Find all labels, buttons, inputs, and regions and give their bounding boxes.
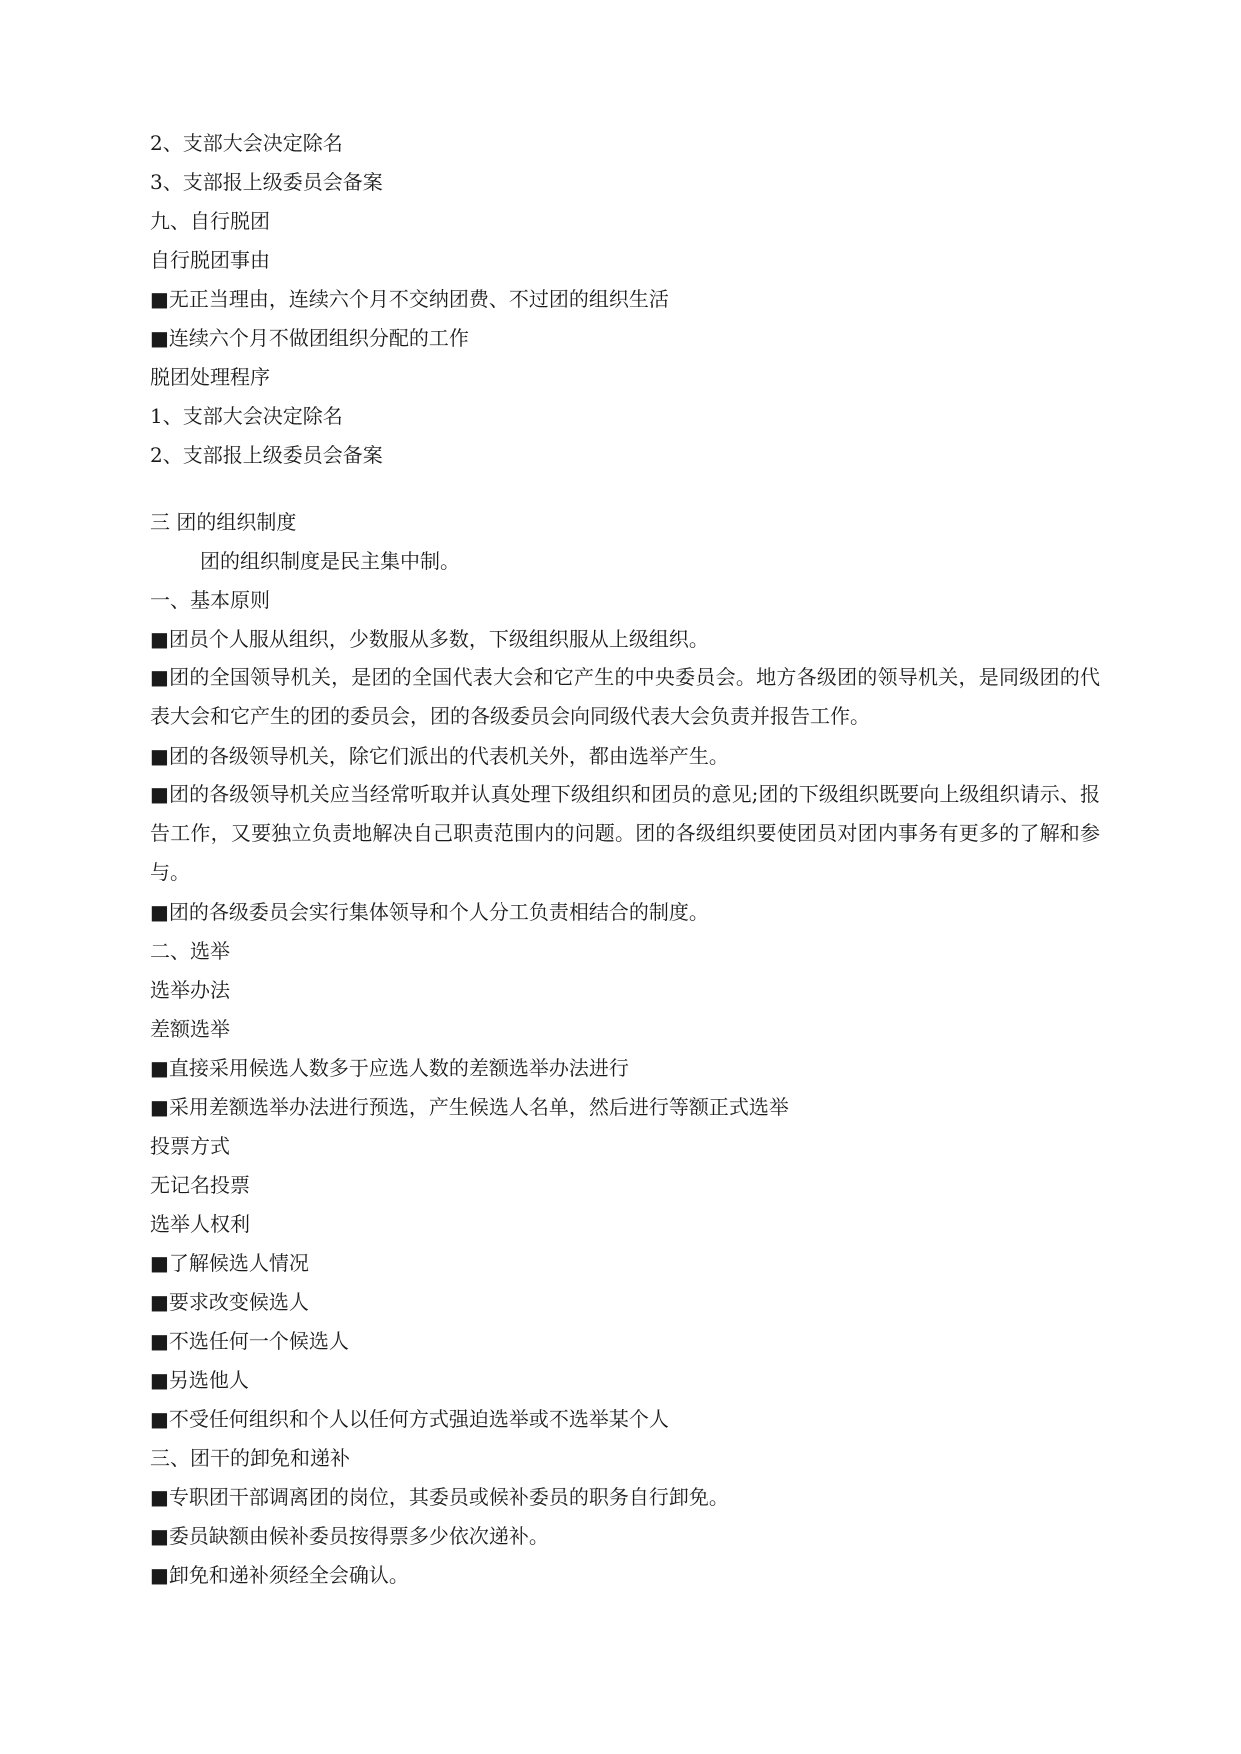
- text-line: 3、支部报上级委员会备案: [150, 170, 383, 194]
- text-line: 2、支部报上级委员会备案: [150, 443, 383, 467]
- bullet-item: ■直接采用候选人数多于应选人数的差额选举办法进行: [150, 1056, 629, 1080]
- text-line: 投票方式: [150, 1134, 230, 1158]
- text-line: 1、支部大会决定除名: [150, 404, 343, 428]
- bullet-item: ■卸免和递补须经全会确认。: [150, 1563, 409, 1587]
- section-heading: 九、自行脱团: [150, 209, 270, 233]
- chapter-heading: 三 团的组织制度: [150, 510, 297, 534]
- bullet-item: ■连续六个月不做团组织分配的工作: [150, 326, 469, 350]
- bullet-item: ■团员个人服从组织，少数服从多数，下级组织服从上级组织。: [150, 627, 709, 651]
- bullet-item: ■了解候选人情况: [150, 1251, 309, 1275]
- section-heading: 三、团干的卸免和递补: [150, 1446, 350, 1470]
- bullet-item: ■不受任何组织和个人以任何方式强迫选举或不选举某个人: [150, 1407, 669, 1431]
- text-line: 无记名投票: [150, 1173, 250, 1197]
- section-heading: 一、基本原则: [150, 588, 270, 612]
- bullet-item: ■要求改变候选人: [150, 1290, 309, 1314]
- bullet-item: ■专职团干部调离团的岗位，其委员或候补委员的职务自行卸免。: [150, 1485, 729, 1509]
- bullet-item: ■委员缺额由候补委员按得票多少依次递补。: [150, 1524, 549, 1548]
- section-heading: 二、选举: [150, 939, 230, 963]
- bullet-paragraph: ■团的全国领导机关，是团的全国代表大会和它产生的中央委员会。地方各级团的领导机关，是同级团的代表大会和它产生的团的委员会，团的各级委员会向同级代表大会负责并报告工作。: [150, 665, 1100, 728]
- intro-paragraph: 团的组织制度是民主集中制。: [200, 549, 460, 573]
- bullet-item: ■另选他人: [150, 1368, 249, 1392]
- text-line: 差额选举: [150, 1017, 230, 1041]
- bullet-item: ■团的各级领导机关，除它们派出的代表机关外，都由选举产生。: [150, 744, 729, 768]
- text-line: 选举人权利: [150, 1212, 250, 1236]
- bullet-item: ■采用差额选举办法进行预选，产生候选人名单，然后进行等额正式选举: [150, 1095, 789, 1119]
- bullet-paragraph: ■团的各级领导机关应当经常听取并认真处理下级组织和团员的意见;团的下级组织既要向上级组织请示、报告工作，又要独立负责地解决自己职责范围内的问题。团的各级组织要使团员对团内事务有更多的了解和参与。: [150, 782, 1100, 884]
- text-line: 2、支部大会决定除名: [150, 131, 343, 155]
- text-line: 选举办法: [150, 978, 230, 1002]
- bullet-item: ■团的各级委员会实行集体领导和个人分工负责相结合的制度。: [150, 900, 709, 924]
- text-line: 脱团处理程序: [150, 365, 270, 389]
- bullet-item: ■不选任何一个候选人: [150, 1329, 349, 1353]
- text-line: 自行脱团事由: [150, 248, 270, 272]
- bullet-item: ■无正当理由，连续六个月不交纳团费、不过团的组织生活: [150, 287, 669, 311]
